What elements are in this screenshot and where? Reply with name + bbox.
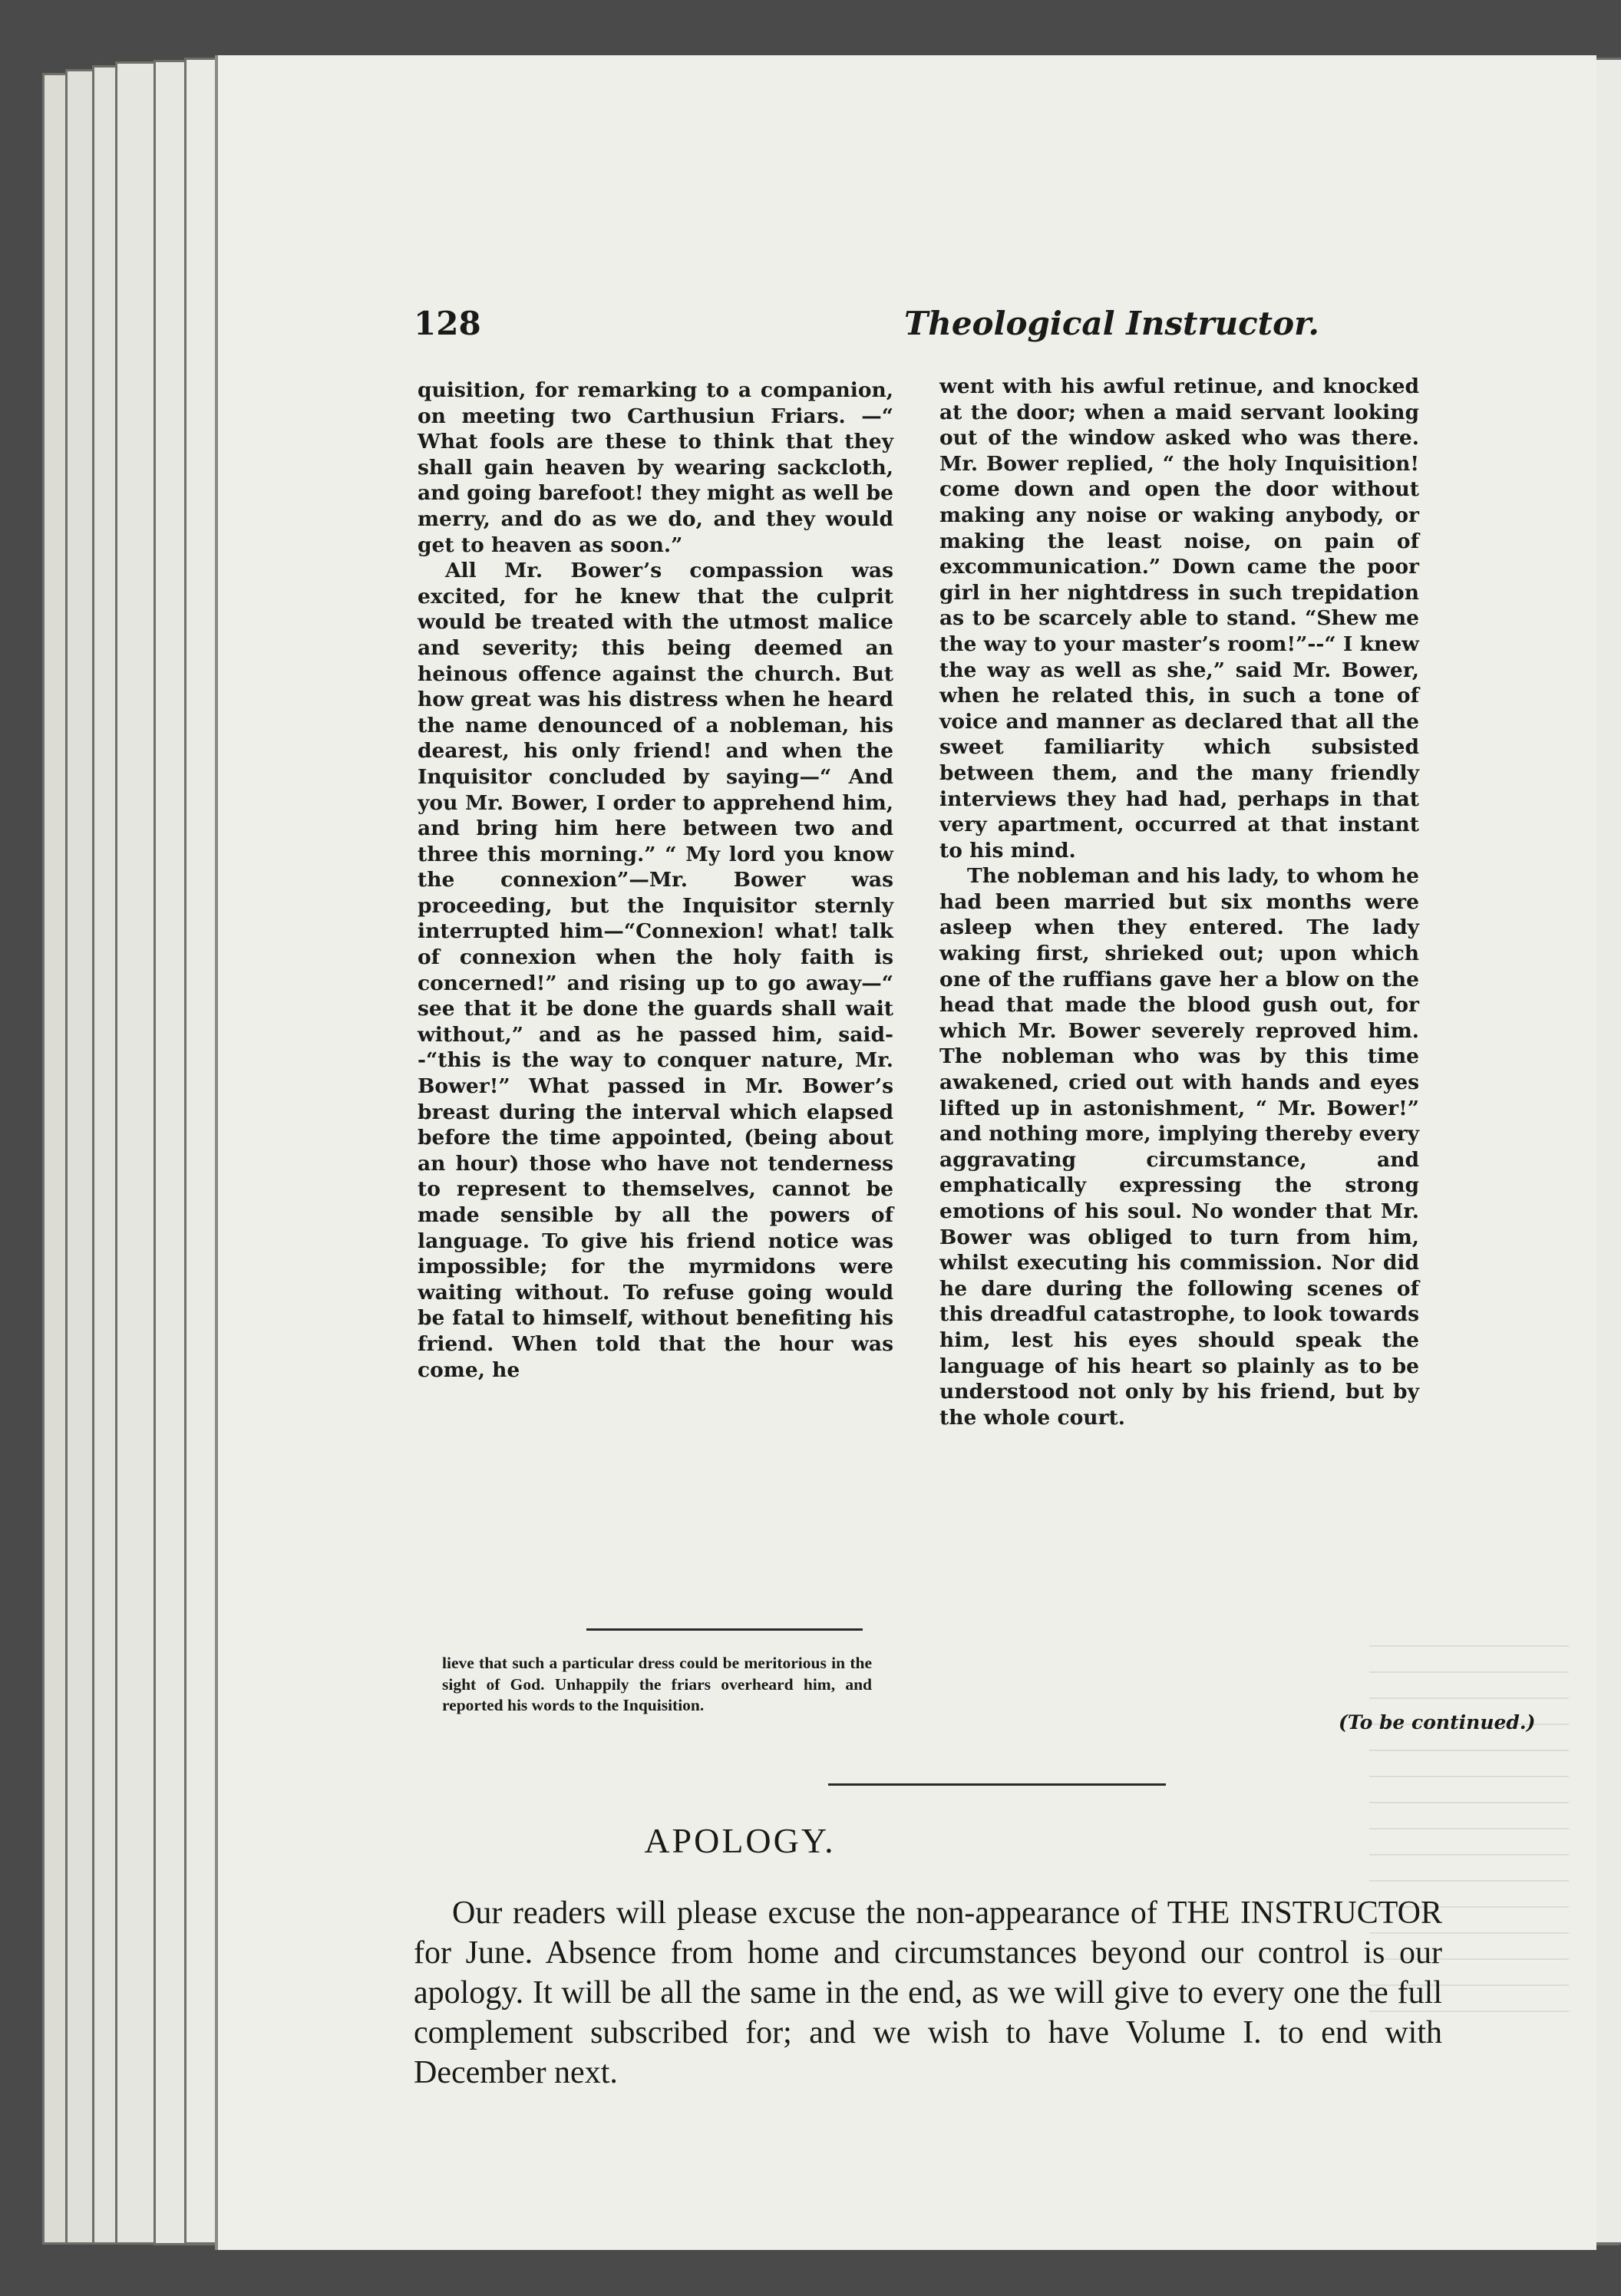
apology-text: Our readers will please excuse the non-appearance of THE INSTRUCTOR for June. Absence from home and circumstances beyond our control is our apology. It will be all the same in the end, as we will give to every one the full complement subscribed for; and we wish to have Volume I. to end with December next.	[414, 1895, 1442, 2090]
left-column	[418, 378, 893, 1383]
paragraph: went with his awful retinue, and knocked at the door; when a maid servant looking out of the window asked who was there. Mr. Bower replied, “ the holy Inquisition! come down and open the door without making any noise or waking anybody, or making the least noise, on pain of excommunication.” Down came the poor girl in her nightdress in such trepidation as to be scarcely able to stand. “Shew me the way to your master’s room!”--“ I knew the way as well as she,” said Mr. Bower, when he related this, in such a tone of voice and manner as declared that all the sweet familiarity which subsisted between them, and the many friendly interviews they had had, perhaps in that very apartment, occurred at that instant to his mind.	[939, 374, 1419, 863]
paragraph: All Mr. Bower’s compassion was excited, for he knew that the culprit would be treated with the utmost malice and severity; this being deemed an heinous offence against the church. But how great was his distress when he heard the name denounced of a nobleman, his dearest, his only friend! and when the Inquisitor concluded by saying—“ And you Mr. Bower, I order to apprehend him, and bring him here between two and three this morning.” “ My lord you know the connexion”—Mr. Bower was proceeding, but the Inquisitor sternly interrupted him—“Connexion! what! talk of connexion when the holy faith is concerned!” and rising up to go away—“ see that it be done the guards shall wait without,” and as he passed him, said--“this is the way to conquer nature, Mr. Bower!” What passed in Mr. Bower’s breast during the interval which elapsed before the time appointed, (being about an hour) those who have not tenderness to represent to themselves, cannot be made sensible by all the powers of language. To give his friend notice was impossible; for the myrmidons were waiting without. To refuse going would be fatal to himself, without benefiting his friend. When told that the hour was come, he	[418, 559, 893, 1382]
apology-heading: APOLOGY.	[644, 1821, 836, 1860]
apology-paragraph	[414, 1893, 1442, 2093]
right-column	[939, 374, 1419, 1430]
running-title: Theological Instructor.	[904, 305, 1319, 342]
paragraph: The nobleman and his lady, to whom he had been married but six months were asleep when they entered. The lady waking first, shrieked out; upon which one of the ruffians gave her a blow on the head that made the blood gush out, for which Mr. Bower severely reproved him. The nobleman who was by this time awakened, cried out with hands and eyes lifted up in astonishment, “ Mr. Bower!” and nothing more, implying thereby every aggravating circumstance, and emphatically expressing the strong emotions of his soul. No wonder that Mr. Bower was obliged to turn from him, whilst executing his commission. Nor did he dare during the following scenes of this dreadful catastrophe, to look towards him, lest his eyes should speak the language of his heart so plainly as to be understood not only by his friend, but by the whole court.	[939, 864, 1419, 1430]
page-number: 128	[414, 305, 481, 342]
to-be-continued-note: (To be continued.)	[1339, 1711, 1536, 1734]
paragraph: quisition, for remarking to a companion, on meeting two Carthusiun Friars. —“ What fools are these to think that they shall gain heaven by wearing sackcloth, and going barefoot! they might as well be merry, and do as we do, and they would get to heaven as soon.”	[418, 378, 893, 557]
footnote: lieve that such a particular dress could be meritorious in the sight of God. Unhappily the friars overheard him, and reported his words to the Inquisition.	[442, 1654, 872, 1714]
section-rule	[828, 1783, 1166, 1786]
section-heading	[218, 1820, 1600, 1861]
footnote-rule	[586, 1628, 863, 1631]
page-header	[414, 305, 1319, 351]
book-page	[215, 55, 1596, 2250]
